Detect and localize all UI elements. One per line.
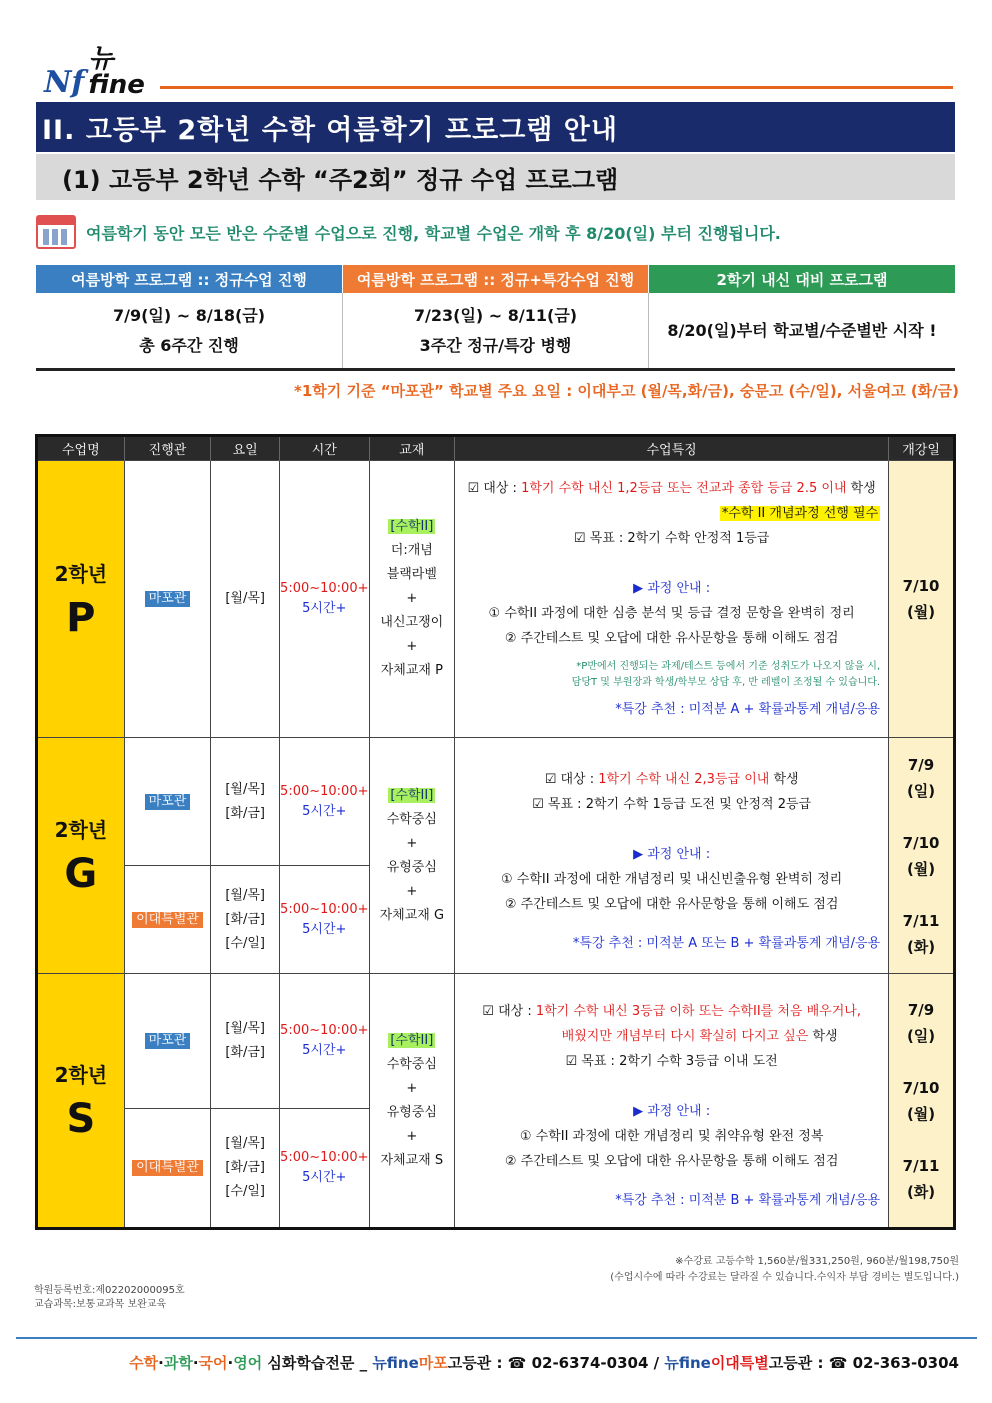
days-g-idae: [월/목] [화/금] [수/일] (211, 866, 280, 974)
table-row-g (37, 738, 955, 866)
mapo-school-days-note: *1학기 기준 “마포관” 학교별 주요 요일 : 이대부고 (월/목,화/금), 숭문고 (수/일), 서울여고 (화/금) (294, 382, 959, 400)
program-special-dates: 7/23(일) ~ 8/11(금) (413, 305, 578, 325)
col-branch: 진행관 (124, 436, 211, 461)
time-g-mapo: 5:00~10:00+ 5시간+ (280, 738, 369, 866)
features-p: ☑ 대상 : 1학기 수학 내신 1,2등급 또는 전교과 종합 등급 2.5 이내 학생 *수학 II 개념과정 선행 필수 ☑ 목표 : 2학기 수학 안정적 1등급 ▶ 과정 안내 : ① 수학II 과정에 대한 심층 분석 및 등급 결정 문항을 완벽히 정리 ② 주간테스트 및 오답에 대한 유사문항을 통해 이해도 점검 *P반에서 진행되는 과제/테스트 등에서 기준 성취도가 나오지 않을 시, 담당T 및 부원장과 학생/학부모 상담 후, 반 레벨이 조정될 수 있습니다. *특강 추천 : 미적분 A + 확률과통계 개념/응용 (455, 461, 889, 738)
grade-s: 2학년 S (37, 974, 125, 1229)
branch-badge: 이대특별관 (132, 1160, 203, 1176)
page-subtitle: (1) 고등부 2학년 수학 “주2회” 정규 수업 프로그램 (36, 154, 955, 200)
notice (36, 212, 955, 252)
branch-s-mapo (124, 974, 211, 1109)
time-g-idae: 5:00~10:00+ 5시간+ (280, 866, 369, 974)
branch-badge: 이대특별관 (132, 912, 203, 928)
grade-p: 2학년 P (37, 461, 125, 738)
branch-g-idae (124, 866, 211, 974)
time-p: 5:00~10:00+ 5시간+ (280, 461, 369, 738)
branch-badge: 마포관 (145, 1033, 191, 1049)
days-s-idae: [월/목] [화/금] [수/일] (211, 1109, 280, 1229)
table-header-row (37, 436, 955, 461)
program-schedule (36, 265, 955, 371)
program-semester-start: 8/20(일)부터 학교별/수준별반 시작 ! (667, 320, 937, 340)
header-divider (160, 86, 953, 89)
table-row-p (37, 461, 955, 738)
features-g: ☑ 대상 : 1학기 수학 내신 2,3등급 이내 학생 ☑ 목표 : 2학기 수학 1등급 도전 및 안정적 2등급 ▶ 과정 안내 : ① 수학II 과정에 대한 개념정리 및 내신빈출유형 완벽히 정리 ② 주간테스트 및 오답에 대한 유사문항을 통해 이해도 점검 *특강 추천 : 미적분 A 또는 B + 확률과통계 개념/응용 (455, 738, 889, 974)
registration-note: 학원등록번호:제02202000095호 교습과목:보통교과목 보완교육 (34, 1285, 185, 1310)
page-title: II. 고등부 2학년 수학 여름학기 프로그램 안내 (36, 102, 955, 152)
program-regular (36, 293, 342, 368)
textbook-p: [수학II] 더:개념 블랙라벨 + 내신고쟁이 + 자체교재 P (369, 461, 455, 738)
days-g-mapo: [월/목] [화/금] (211, 738, 280, 866)
logo-text: 뉴fine (88, 44, 145, 100)
col-time: 시간 (280, 436, 369, 461)
table-row-s (37, 974, 955, 1109)
calendar-icon (36, 215, 76, 249)
logo-mark: Nf (44, 65, 85, 100)
program-header-special: 여름방학 프로그램 :: 정규+특강수업 진행 (342, 265, 649, 293)
notice-text: 여름학기 동안 모든 반은 수준별 수업으로 진행, 학교별 수업은 개학 후 8/20(일) 부터 진행됩니다. (86, 223, 781, 243)
program-header-semester: 2학기 내신 대비 프로그램 (649, 265, 955, 293)
fee-note: ※수강료 고등수학 1,560분/월331,250원, 960분/월198,750원 (수업시수에 따라 수강료는 달라질 수 있습니다.수익자 부담 경비는 별도입니다.) (610, 1256, 959, 1283)
branch-badge: 마포관 (145, 794, 191, 810)
footer-contact: 수학·과학·국어·영어 심화학습전문 _ 뉴fine마포고등관 : ☎ 02-6374-0304 / 뉴fine이대특별고등관 : ☎ 02-363-0304 (129, 1354, 959, 1372)
branch-s-idae (124, 1109, 211, 1229)
col-days: 요일 (211, 436, 280, 461)
days-p: [월/목] (211, 461, 280, 738)
footer-divider (16, 1337, 977, 1339)
col-features: 수업특징 (455, 436, 889, 461)
features-s: ☑ 대상 : 1학기 수학 내신 3등급 이하 또는 수학II를 처음 배우거나, 배웠지만 개념부터 다시 확실히 다지고 싶은 학생 ☑ 목표 : 2학기 수학 3등급 이내 도전 ▶ 과정 안내 : ① 수학II 과정에 대한 개념정리 및 취약유형 완전 정복 ② 주간테스트 및 오답에 대한 유사문항을 통해 이해도 점검 *특강 추천 : 미적분 B + 확률과통계 개념/응용 (455, 974, 889, 1229)
program-semester (649, 293, 955, 368)
program-header-regular: 여름방학 프로그램 :: 정규수업 진행 (36, 265, 342, 293)
col-textbook: 교재 (369, 436, 455, 461)
start-date-s: 7/9 (일) 7/10 (월) 7/11 (화) (889, 974, 955, 1229)
program-special (342, 293, 649, 368)
logo (44, 44, 164, 100)
start-date-g: 7/9 (일) 7/10 (월) 7/11 (화) (889, 738, 955, 974)
branch-p (124, 461, 211, 738)
start-date-p: 7/10 (월) (889, 461, 955, 738)
col-start-date: 개강일 (889, 436, 955, 461)
time-s-idae: 5:00~10:00+ 5시간+ (280, 1109, 369, 1229)
textbook-g: [수학II] 수학중심 + 유형중심 + 자체교재 G (369, 738, 455, 974)
grade-g: 2학년 G (37, 738, 125, 974)
class-table (35, 434, 956, 1230)
branch-badge: 마포관 (145, 591, 191, 607)
days-s-mapo: [월/목] [화/금] (211, 974, 280, 1109)
textbook-s: [수학II] 수학중심 + 유형중심 + 자체교재 S (369, 974, 455, 1229)
program-regular-dates: 7/9(일) ~ 8/18(금) (112, 305, 266, 325)
program-regular-duration: 총 6주간 진행 (139, 335, 239, 355)
program-special-duration: 3주간 정규/특강 병행 (419, 335, 572, 355)
branch-g-mapo (124, 738, 211, 866)
col-class-name: 수업명 (37, 436, 125, 461)
time-s-mapo: 5:00~10:00+ 5시간+ (280, 974, 369, 1109)
